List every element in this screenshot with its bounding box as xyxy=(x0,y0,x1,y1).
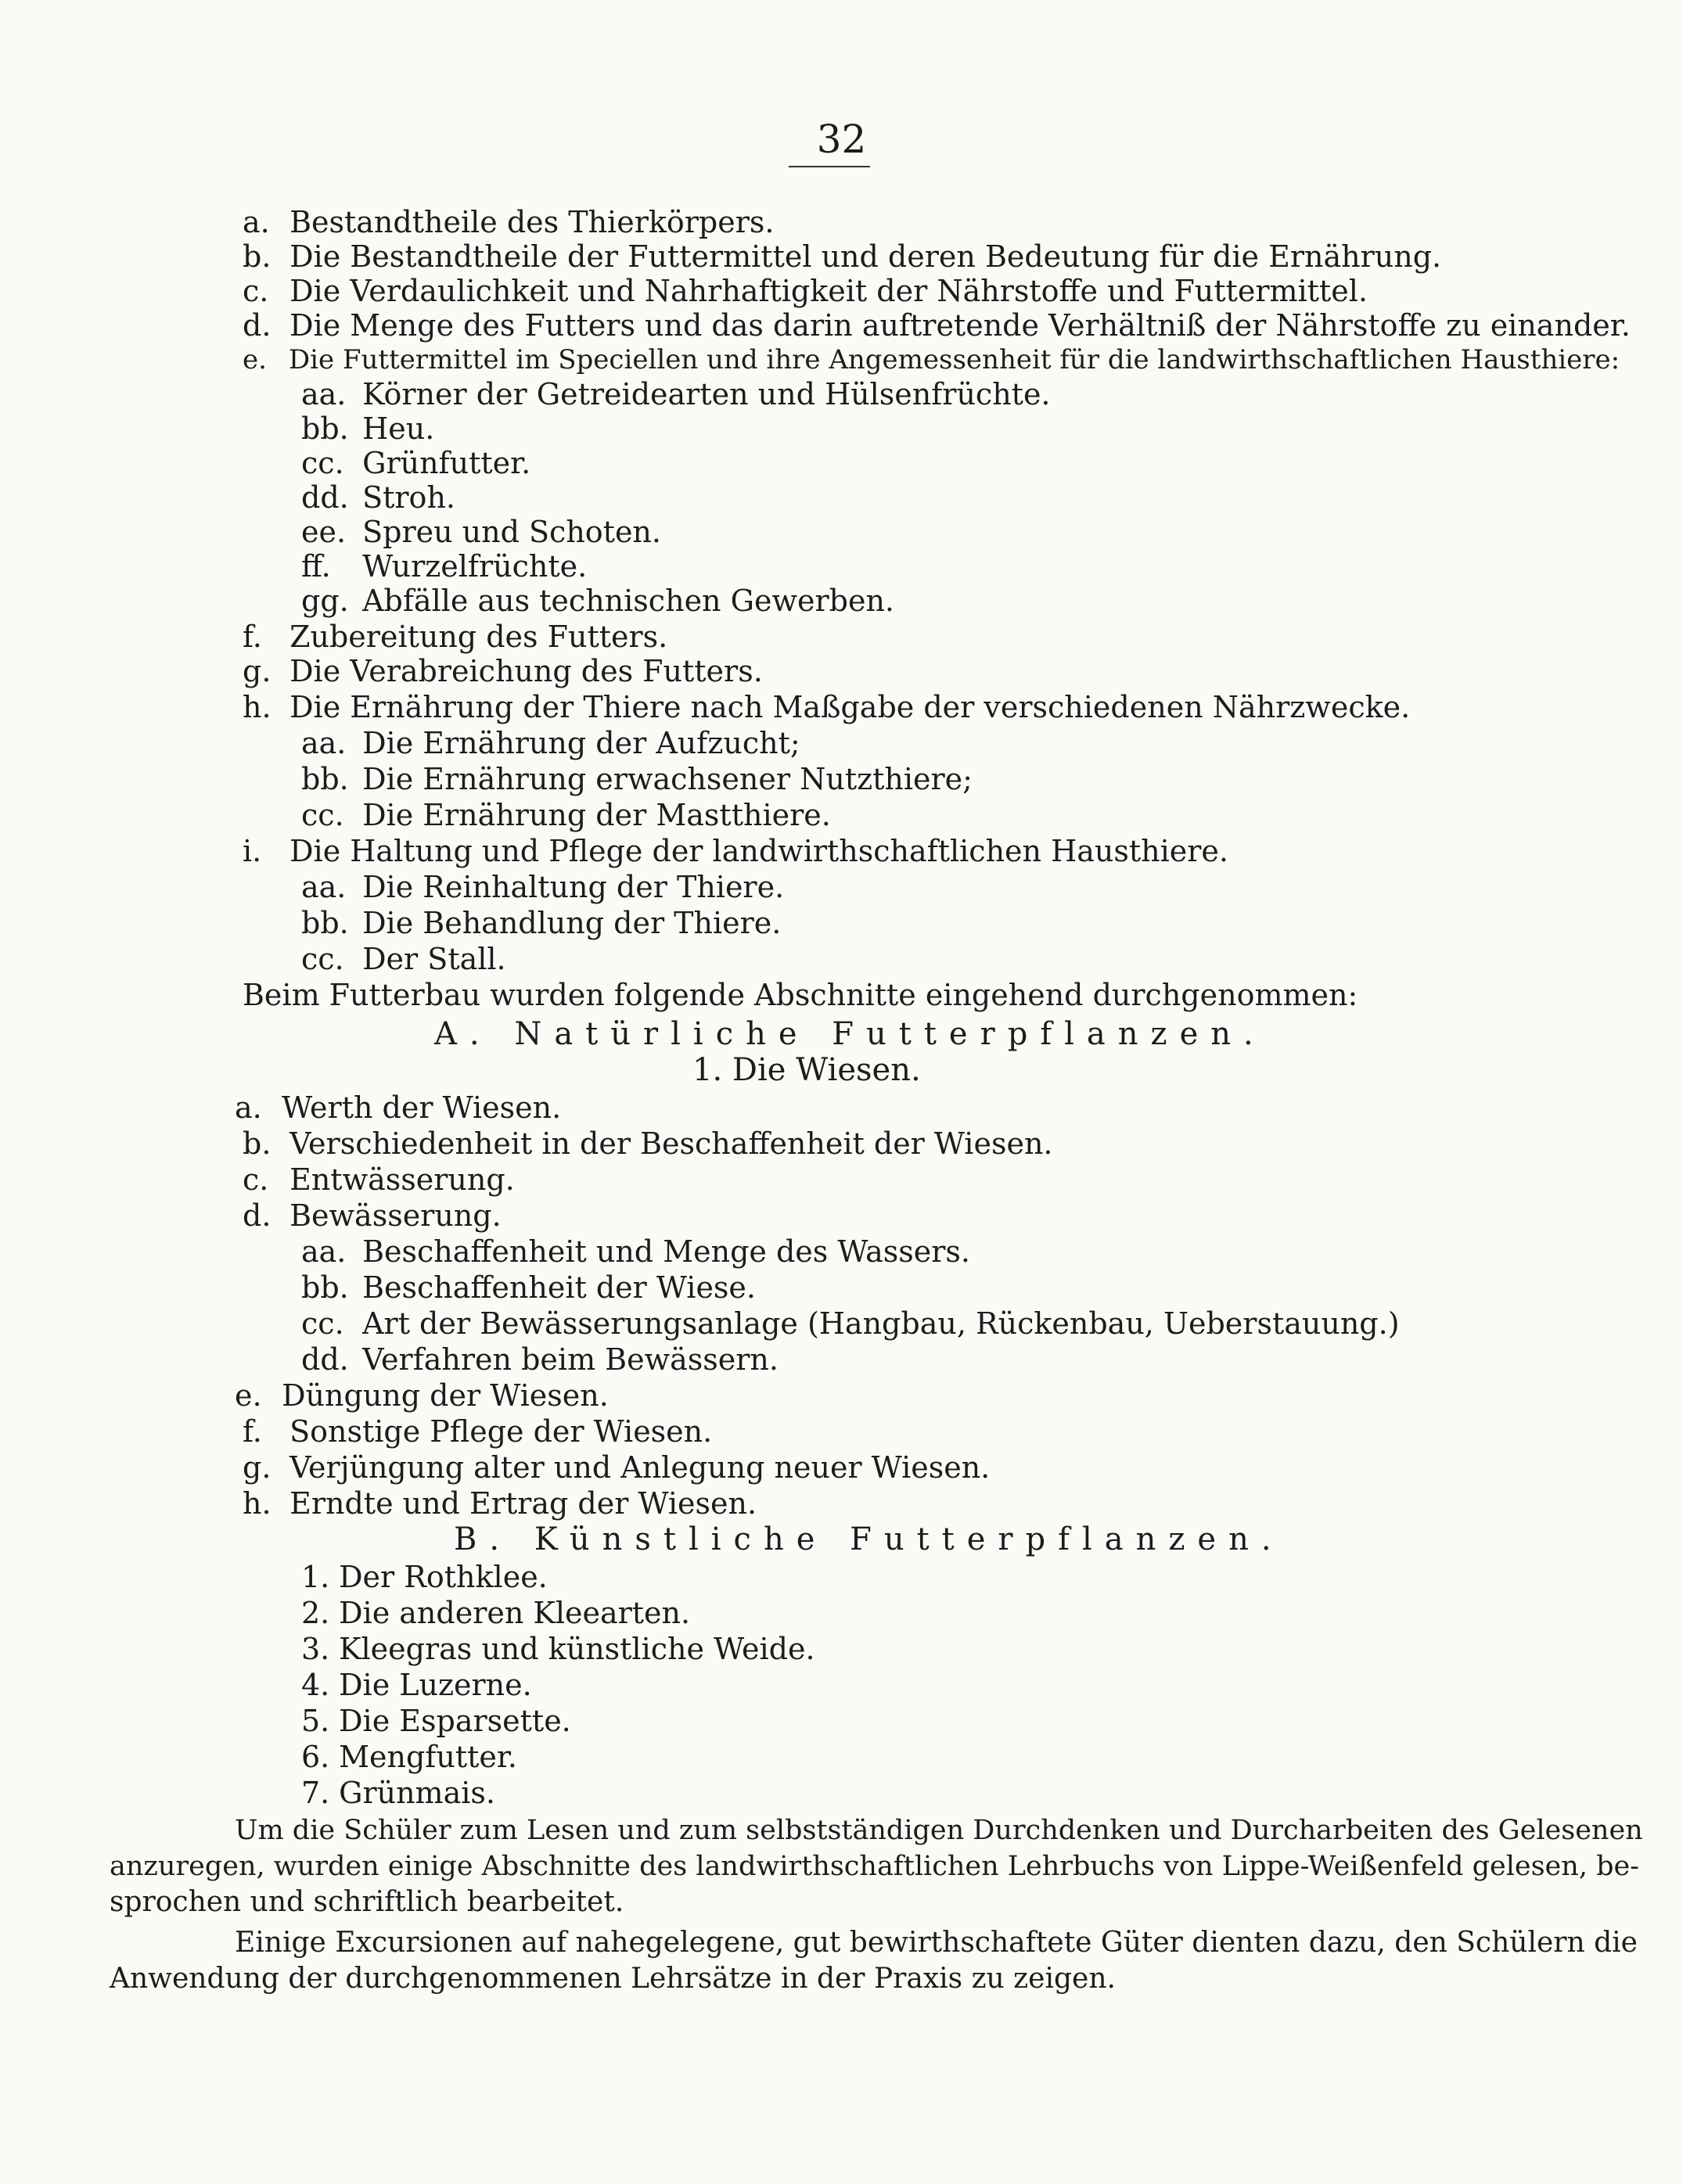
list-item: ff. Wurzelfrüchte. xyxy=(301,549,588,584)
list-item: 6. Mengfutter. xyxy=(301,1740,517,1774)
list-item: aa. Körner der Getreidearten und Hülsenfrüchte. xyxy=(301,377,1051,411)
list-item: b. Verschiedenheit in der Beschaffenheit der Wiesen. xyxy=(243,1126,1053,1161)
list-item: 1. Der Rothklee. xyxy=(301,1560,548,1594)
page-number-rule xyxy=(789,166,870,167)
list-item: c. Entwässerung. xyxy=(243,1162,515,1197)
list-item: h. Erndte und Ertrag der Wiesen. xyxy=(243,1486,757,1521)
list-item: bb. Die Ernährung erwachsener Nutzthiere; xyxy=(301,762,973,796)
list-item: d. Die Menge des Futters und das darin auftretende Verhältniß der Nährstoffe zu einander. xyxy=(243,308,1631,343)
list-item: i. Die Haltung und Pflege der landwirthschaftlichen Hausthiere. xyxy=(243,834,1228,868)
list-item: 3. Kleegras und künstliche Weide. xyxy=(301,1632,815,1666)
list-item: 2. Die anderen Kleearten. xyxy=(301,1596,691,1630)
list-item: f. Zubereitung des Futters. xyxy=(243,620,668,654)
list-item: 7. Grünmais. xyxy=(301,1776,495,1810)
list-item: dd. Stroh. xyxy=(301,480,455,515)
list-item: a. Bestandtheile des Thierkörpers. xyxy=(243,205,775,239)
list-item: 5. Die Esparsette. xyxy=(301,1704,571,1738)
heading-artificial-forage: B. Künstliche Futterpflanzen. xyxy=(454,1521,1284,1557)
list-item: f. Sonstige Pflege der Wiesen. xyxy=(243,1414,713,1449)
heading-natural-forage: A. Natürliche Futterpflanzen. xyxy=(434,1016,1266,1052)
paragraph-line: anzuregen, wurden einige Abschnitte des landwirthschaftlichen Lehrbuchs von Lippe-Weißenfeld gelesen, be- xyxy=(110,1851,1640,1882)
list-item: h. Die Ernährung der Thiere nach Maßgabe der verschiedenen Nährzwecke. xyxy=(243,690,1411,724)
list-item: bb. Beschaffenheit der Wiese. xyxy=(301,1270,756,1305)
list-item: e. Düngung der Wiesen. xyxy=(235,1378,609,1413)
list-item: cc. Art der Bewässerungsanlage (Hangbau, Rückenbau, Ueberstauung.) xyxy=(301,1306,1400,1341)
page-number: 32 xyxy=(816,117,867,162)
paragraph-line: sprochen und schriftlich bearbeitet. xyxy=(110,1886,624,1918)
list-item: d. Bewässerung. xyxy=(243,1198,502,1233)
list-item: c. Die Verdaulichkeit und Nahrhaftigkeit der Nährstoffe und Futtermittel. xyxy=(243,274,1368,308)
list-item: a. Werth der Wiesen. xyxy=(235,1090,562,1125)
list-item: bb. Die Behandlung der Thiere. xyxy=(301,906,782,940)
list-item: aa. Die Reinhaltung der Thiere. xyxy=(301,870,785,904)
subheading-meadows: 1. Die Wiesen. xyxy=(692,1052,921,1088)
list-item: bb. Heu. xyxy=(301,411,435,446)
list-item: b. Die Bestandtheile der Futtermittel und deren Bedeutung für die Ernährung. xyxy=(243,239,1442,274)
list-item: ee. Spreu und Schoten. xyxy=(301,515,661,549)
list-item: e. Die Futtermittel im Speciellen und ihre Angemessenheit für die landwirthschaftlichen Hausthiere: xyxy=(243,344,1620,375)
list-item: aa. Beschaffenheit und Menge des Wassers. xyxy=(301,1234,970,1269)
list-item: g. Die Verabreichung des Futters. xyxy=(243,654,763,688)
paragraph-line: Um die Schüler zum Lesen und zum selbstständigen Durchdenken und Durcharbeiten des Gelesenen xyxy=(235,1815,1643,1846)
list-item: cc. Die Ernährung der Mastthiere. xyxy=(301,798,831,832)
list-item: gg. Abfälle aus technischen Gewerben. xyxy=(301,584,894,618)
intro-futterbau: Beim Futterbau wurden folgende Abschnitte eingehend durchgenommen: xyxy=(243,978,1358,1012)
paragraph-line: Anwendung der durchgenommenen Lehrsätze in der Praxis zu zeigen. xyxy=(110,1963,1116,1995)
list-item: dd. Verfahren beim Bewässern. xyxy=(301,1342,779,1377)
list-item: 4. Die Luzerne. xyxy=(301,1668,532,1702)
paragraph-line: Einige Excursionen auf nahegelegene, gut bewirthschaftete Güter dienten dazu, den Schülern die xyxy=(235,1927,1638,1959)
list-item: cc. Der Stall. xyxy=(301,942,506,976)
list-item: aa. Die Ernährung der Aufzucht; xyxy=(301,726,800,760)
list-item: cc. Grünfutter. xyxy=(301,446,531,480)
list-item: g. Verjüngung alter und Anlegung neuer Wiesen. xyxy=(243,1450,991,1485)
